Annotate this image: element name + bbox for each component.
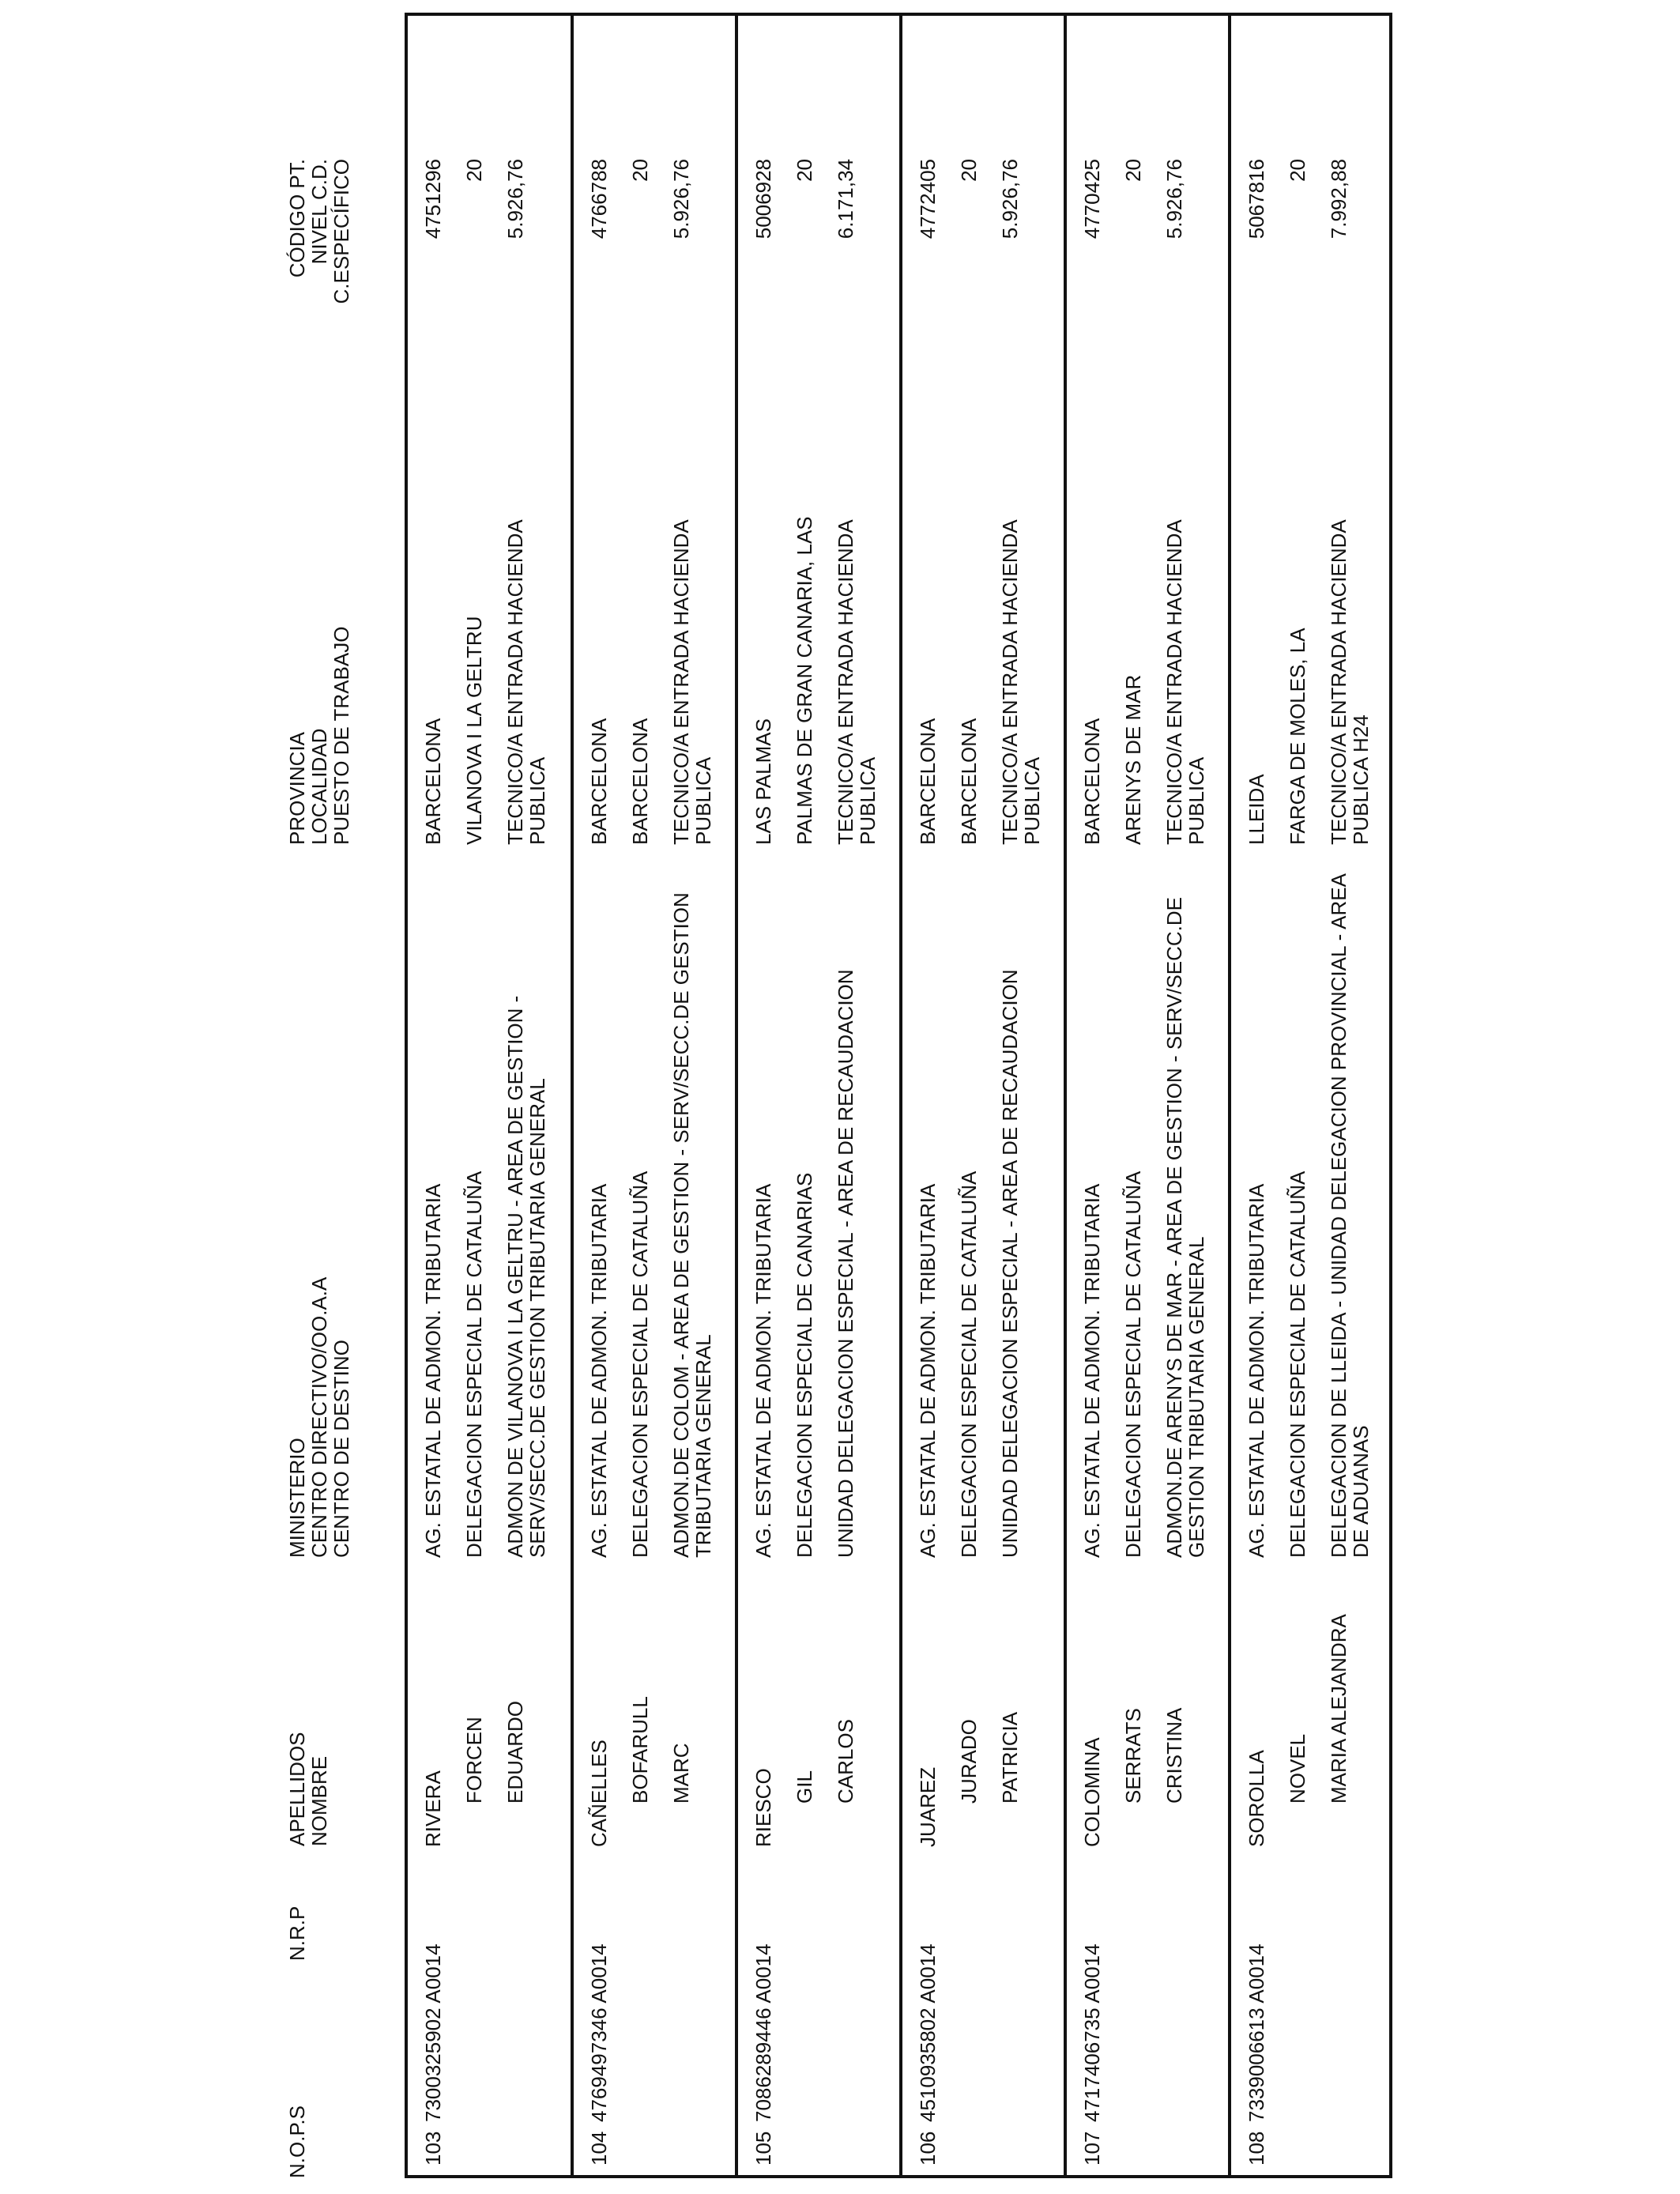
ministerio-cell: AG. ESTATAL DE ADMON. TRIBUTARIA [1245,1183,1268,1558]
codigo-cell: 4766788 [587,159,611,239]
centro-destino-cell: ADMON DE VILANOVA I LA GELTRU - AREA DE GESTION - SERV/SECC.DE GESTION TRIBUTARIA GENERAL [503,995,549,1558]
provincia-cell: BARCELONA [587,718,611,845]
provincia-cell: BARCELONA [421,718,445,845]
apellido2-cell: GIL [793,1770,816,1804]
nrp-cell: 7086289446 A0014 [751,1943,775,2122]
header-nrp-label: N.R.P [285,1906,309,1961]
centro-directivo-cell: DELEGACION ESPECIAL DE CATALUÑA [462,1171,486,1558]
nombre-cell: MARIA ALEJANDRA [1327,1614,1350,1804]
apellido1-cell: COLOMINA [1080,1737,1104,1847]
puesto-cell: TECNICO/A ENTRADA HACIENDA PUBLICA [503,520,549,845]
centro-directivo-cell: DELEGACION ESPECIAL DE CATALUÑA [1286,1171,1309,1558]
provincia-cell: LLEIDA [1245,774,1268,845]
header-apellidos-label: APELLIDOS [285,1732,309,1846]
nombre-cell: EDUARDO [503,1700,527,1804]
codigo-cell: 4770425 [1080,159,1104,239]
nops-cell: 105 [751,2131,775,2166]
nops-cell: 106 [916,2131,940,2166]
table-row [738,16,902,2175]
header-provincia [286,627,352,845]
nombre-cell: CRISTINA [1162,1707,1186,1804]
centro-directivo-cell: DELEGACION ESPECIAL DE CATALUÑA [1121,1171,1145,1558]
table-row [408,16,574,2175]
ministerio-cell: AG. ESTATAL DE ADMON. TRIBUTARIA [1080,1183,1104,1558]
especifico-cell: 5.926,76 [1162,159,1186,239]
header-nops [286,2105,308,2178]
nrp-cell: 7339006613 A0014 [1245,1943,1268,2122]
localidad-cell: FARGA DE MOLES, LA [1286,628,1309,845]
nivel-cell: 20 [793,159,816,182]
nivel-cell: 20 [628,159,652,182]
centro-destino-cell: ADMON.DE COLOM - AREA DE GESTION - SERV/SECC.DE GESTION TRIBUTARIA GENERAL [669,892,715,1558]
ministerio-cell: AG. ESTATAL DE ADMON. TRIBUTARIA [587,1183,611,1558]
especifico-cell: 5.926,76 [998,159,1022,239]
localidad-cell: BARCELONA [957,718,981,845]
puesto-cell: TECNICO/A ENTRADA HACIENDA PUBLICA [669,520,715,845]
table-row [1067,16,1231,2175]
especifico-cell: 7.992,88 [1327,159,1350,239]
provincia-cell: BARCELONA [916,718,940,845]
nrp-cell: 4717406735 A0014 [1080,1943,1104,2122]
localidad-cell: PALMAS DE GRAN CANARIA, LAS [793,516,816,845]
localidad-cell: VILANOVA I LA GELTRU [462,616,486,845]
centro-destino-cell: UNIDAD DELEGACION ESPECIAL - AREA DE RECAUDACION [834,969,857,1558]
nops-cell: 103 [421,2131,445,2166]
centro-destino-cell: DELEGACION DE LLEIDA - UNIDAD DELEGACION PROVINCIAL - AREA DE ADUANAS [1327,874,1373,1558]
centro-directivo-cell: DELEGACION ESPECIAL DE CATALUÑA [957,1171,981,1558]
apellido1-cell: CAÑELLES [587,1740,611,1847]
nivel-cell: 20 [462,159,486,182]
nombre-cell: PATRICIA [998,1711,1022,1804]
records-table [405,13,1392,2178]
puesto-cell: TECNICO/A ENTRADA HACIENDA PUBLICA [834,520,880,845]
puesto-cell: TECNICO/A ENTRADA HACIENDA PUBLICA H24 [1327,520,1373,845]
codigo-cell: 4772405 [916,159,940,239]
header-nrp [286,1906,308,1961]
header-localidad-label: LOCALIDAD [307,728,331,845]
provincia-cell: BARCELONA [1080,718,1104,845]
table-row [574,16,738,2175]
especifico-cell: 5.926,76 [669,159,693,239]
especifico-cell: 5.926,76 [503,159,527,239]
ministerio-cell: AG. ESTATAL DE ADMON. TRIBUTARIA [421,1183,445,1558]
apellido2-cell: SERRATS [1121,1708,1145,1804]
centro-directivo-cell: DELEGACION ESPECIAL DE CANARIAS [793,1172,816,1558]
centro-destino-cell: ADMON.DE ARENYS DE MAR - AREA DE GESTION - SERV/SECC.DE GESTION TRIBUTARIA GENERAL [1162,896,1208,1558]
header-ministerio-label: MINISTERIO [285,1438,309,1558]
apellido2-cell: NOVEL [1286,1733,1309,1804]
header-codigo-label: CÓDIGO PT. [285,159,309,278]
ministerio-cell: AG. ESTATAL DE ADMON. TRIBUTARIA [916,1183,940,1558]
puesto-cell: TECNICO/A ENTRADA HACIENDA PUBLICA [1162,520,1208,845]
nops-cell: 104 [587,2131,611,2166]
header-especifico-label: C.ESPECÍFICO [330,159,353,304]
ministerio-cell: AG. ESTATAL DE ADMON. TRIBUTARIA [751,1183,775,1558]
apellido1-cell: RIESCO [751,1768,775,1847]
header-ministerio [286,1277,352,1558]
puesto-cell: TECNICO/A ENTRADA HACIENDA PUBLICA [998,520,1044,845]
nivel-cell: 20 [1286,159,1309,182]
header-puesto-label: PUESTO DE TRABAJO [330,626,353,845]
nivel-cell: 20 [957,159,981,182]
apellido1-cell: JUAREZ [916,1766,940,1847]
header-codigo [286,159,352,345]
header-nombre-label: NOMBRE [307,1755,331,1846]
especifico-cell: 6.171,34 [834,159,857,239]
apellido1-cell: RIVERA [421,1770,445,1847]
codigo-cell: 4751296 [421,159,445,239]
table-row [1231,16,1389,2175]
nombre-cell: MARC [669,1743,693,1804]
header-centro-directivo-label: CENTRO DIRECTIVO/OO.A.A [307,1276,331,1558]
apellido2-cell: BOFARULL [628,1696,652,1804]
codigo-cell: 5067816 [1245,159,1268,239]
header-nivel-label: NIVEL C.D. [307,159,331,265]
nivel-cell: 20 [1121,159,1145,182]
header-centro-destino-label: CENTRO DE DESTINO [330,1340,353,1558]
nrp-cell: 4510935802 A0014 [916,1943,940,2122]
apellido2-cell: FORCEN [462,1717,486,1804]
nrp-cell: 7300325902 A0014 [421,1943,445,2122]
centro-directivo-cell: DELEGACION ESPECIAL DE CATALUÑA [628,1171,652,1558]
apellido1-cell: SOROLLA [1245,1750,1268,1847]
nops-cell: 107 [1080,2131,1104,2166]
header-provincia-label: PROVINCIA [285,731,309,845]
localidad-cell: ARENYS DE MAR [1121,674,1145,845]
nrp-cell: 4769497346 A0014 [587,1943,611,2122]
header-nops-label: N.O.P.S [285,2105,309,2178]
codigo-cell: 5006928 [751,159,775,239]
localidad-cell: BARCELONA [628,718,652,845]
header-apellidos-nombre [286,1732,330,1846]
table-row [902,16,1067,2175]
nombre-cell: CARLOS [834,1719,857,1804]
nops-cell: 108 [1245,2131,1268,2166]
provincia-cell: LAS PALMAS [751,718,775,845]
apellido2-cell: JURADO [957,1719,981,1804]
centro-destino-cell: UNIDAD DELEGACION ESPECIAL - AREA DE RECAUDACION [998,969,1022,1558]
